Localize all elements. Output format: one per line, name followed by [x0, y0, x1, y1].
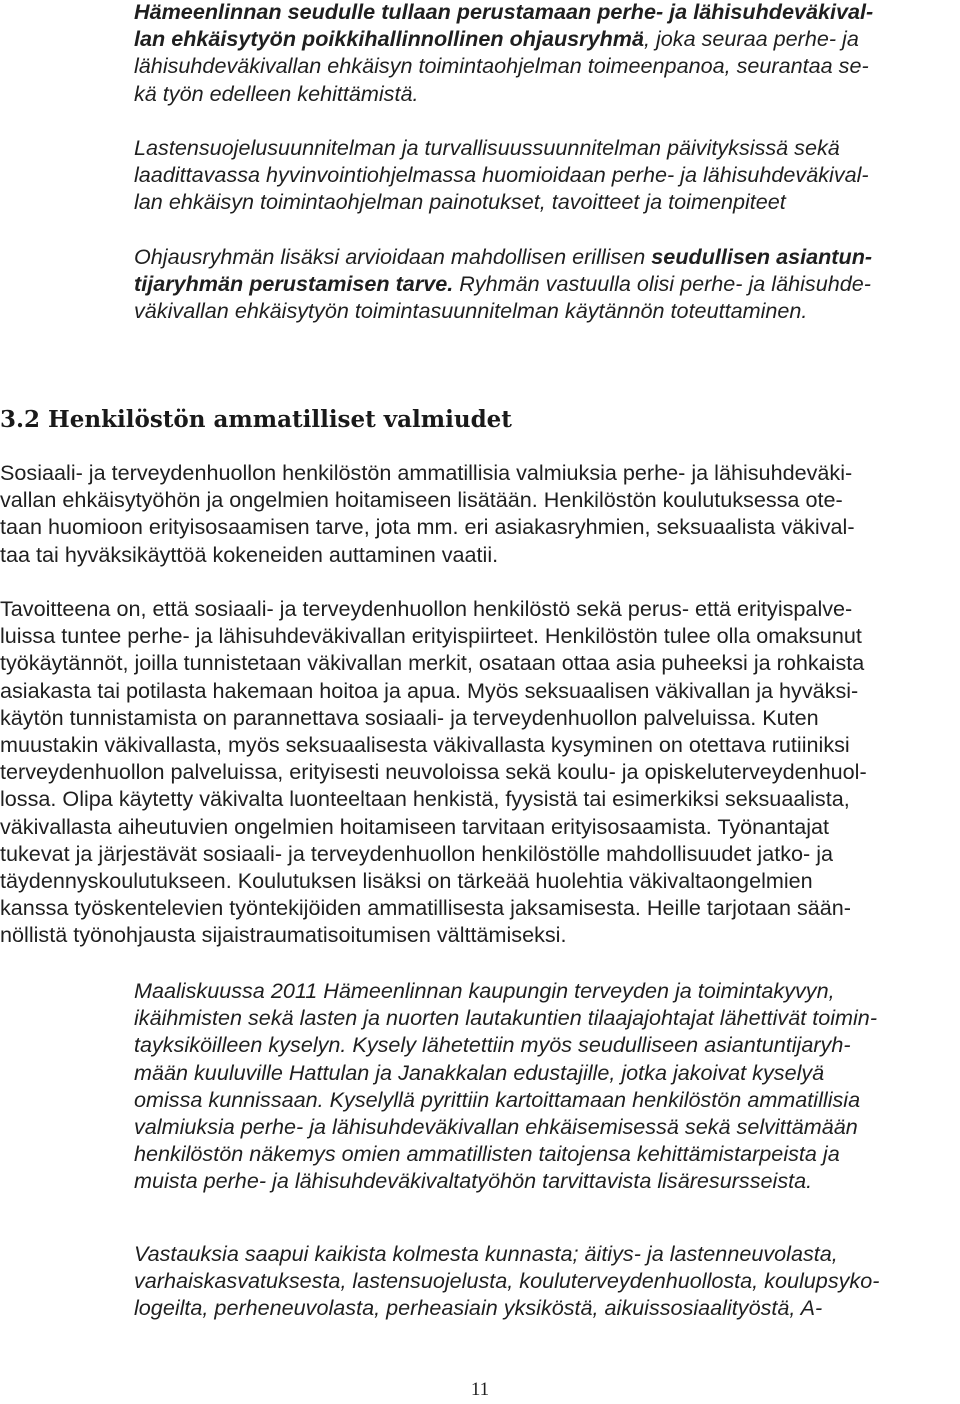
paragraph-child-welfare-plan: [134, 134, 954, 216]
text-line: kä työn edelleen kehittämistä.: [134, 80, 419, 106]
bold-text: tijaryhmän perustamisen tarve.: [134, 271, 454, 297]
text-line: luissa tuntee perhe- ja lähisuhdeväkivallan erityispiirteet. Henkilöstön tulee olla omaksunut: [0, 623, 862, 649]
text-line: [134, 270, 954, 297]
text-line: terveydenhuollon palveluissa, erityisesti neuvoloissa sekä koulu- ja opiskeluterveydenhuol-: [0, 759, 867, 785]
text-line: Tavoitteena on, että sosiaali- ja terveydenhuollon henkilöstö sekä perus- että erityispalve-: [0, 596, 853, 621]
text-line: asiakasta tai potilasta hakemaan hoitoa ja apua. Myös seksuaalisen väkivallan ja hyväksi-: [0, 677, 859, 703]
bold-text: Hämeenlinnan seudulle tullaan perustamaan perhe- ja lähisuhdeväkival-: [134, 0, 874, 24]
text-line: lan ehkäisyn toimintaohjelman painotukset, tavoitteet ja toimenpiteet: [134, 189, 786, 215]
text-line: muista perhe- ja lähisuhdeväkivaltatyöhön tarvittavista lisäresursseista.: [134, 1168, 813, 1194]
text-line: logeilta, perheneuvolasta, perheasiain yksiköstä, aikuissosiaalityöstä, A-: [134, 1295, 823, 1321]
text-line: käytön tunnistamista on parannettava sosiaali- ja terveydenhuollon palveluissa. Kuten: [0, 704, 819, 730]
text-line: työkäytännöt, joilla tunnistetaan väkivallan merkit, osataan ottaa asia puheeksi ja rohkaista: [0, 650, 865, 676]
page-number: 11: [470, 1379, 490, 1400]
text-line: valmiuksia perhe- ja lähisuhdeväkivallan ehkäisemisessä sekä selvittämään: [134, 1114, 858, 1140]
text-line: lähisuhdeväkivallan ehkäisyn toimintaohjelman toimeenpanoa, seurantaa se-: [134, 53, 869, 79]
text-line: täydennyskoulutukseen. Koulutuksen lisäksi on tärkeää huolehtia väkivaltaongelmien: [0, 868, 813, 894]
text-line: mään kuuluville Hattulan ja Janakkalan edustajille, jotka jakoivat kyselyä: [134, 1059, 825, 1085]
text-run: Ryhmän vastuulla olisi perhe- ja lähisuhde-: [453, 271, 871, 297]
text-line: nöllistä työnohjausta sijaistraumatisoitumisen välttämiseksi.: [0, 922, 567, 948]
text-line: [134, 243, 954, 270]
text-line: ikäihmisten sekä lasten ja nuorten lautakuntien tilaajajohtajat lähettivät toimin-: [134, 1005, 878, 1031]
text-line: kanssa työskentelevien työntekijöiden ammatillisesta jaksamisesta. Heille tarjotaan sään-: [0, 895, 851, 921]
text-line: tayksiköilleen kyselyn. Kysely lähetettiin myös seudulliseen asiantuntijaryh-: [134, 1032, 851, 1058]
text-run: Ohjausryhmän lisäksi arvioidaan mahdollisen erillisen: [134, 244, 652, 269]
text-line: [134, 0, 954, 25]
text-line: Vastauksia saapui kaikista kolmesta kunnasta; äitiys- ja lastenneuvolasta,: [134, 1241, 838, 1266]
text-line: lossa. Olipa käytetty väkivalta luonteeltaan henkistä, fyysistä tai esimerkiksi seksuaalista,: [0, 786, 850, 812]
paragraph-goal: [0, 595, 956, 949]
text-line: omissa kunnissaan. Kyselyllä pyrittiin kartoittamaan henkilöstön ammatillisia: [134, 1086, 861, 1112]
text-line: muustakin väkivallasta, myös seksuaalisesta väkivallasta kysyminen on otettava rutiiniksi: [0, 732, 850, 758]
bold-text: seudullisen asiantun-: [651, 244, 873, 269]
text-line: Maaliskuussa 2011 Hämeenlinnan kaupungin terveyden ja toimintakyvyn,: [134, 978, 835, 1003]
text-run: , joka seuraa perhe- ja: [643, 26, 859, 52]
text-line: varhaiskasvatuksesta, lastensuojelusta, kouluterveydenhuollosta, koulupsyko-: [134, 1268, 880, 1294]
text-line: väkivallasta aiheutuvien ongelmien hoitamiseen tarvitaan erityisosaamista. Työnantajat: [0, 813, 830, 839]
text-line: laadittavassa hyvinvointiohjelmassa huomioidaan perhe- ja lähisuhdeväkival-: [134, 162, 869, 188]
bold-text: lan ehkäisytyön poikkihallinnollinen ohjausryhmä: [134, 26, 644, 52]
paragraph-survey: [134, 977, 954, 1195]
text-line: Sosiaali- ja terveydenhuollon henkilöstön ammatillisia valmiuksia perhe- ja lähisuhdeväki-: [0, 460, 853, 485]
paragraph-expert-group: [134, 243, 954, 325]
section-heading: 3.2 Henkilöstön ammatilliset valmiudet: [0, 406, 512, 433]
paragraph-responses: [134, 1240, 954, 1322]
text-line: taa tai hyväksikäyttöä kokeneiden auttaminen vaatii.: [0, 541, 499, 567]
text-line: Lastensuojelusuunnitelman ja turvallisuussuunnitelman päivityksissä sekä: [134, 135, 840, 160]
text-line: tukevat ja järjestävät sosiaali- ja terveydenhuollon henkilöstölle mahdollisuudet jatko- ja: [0, 840, 834, 866]
paragraph-staff-skills: [0, 459, 956, 568]
text-line: vallan ehkäisytyöhön ja ongelmien hoitamiseen lisätään. Henkilöstön koulutuksessa ote-: [0, 487, 843, 513]
text-line: väkivallan ehkäisytyön toimintasuunnitelman käytännön toteuttaminen.: [134, 298, 808, 324]
text-line: henkilöstön näkemys omien ammatillisten taitojensa kehittämistarpeista ja: [134, 1141, 840, 1167]
paragraph-steering-group: [134, 0, 954, 107]
text-line: taan huomioon erityisosaamisen tarve, jota mm. eri asiakasryhmien, seksuaalista väkival-: [0, 514, 855, 540]
text-line: [134, 25, 954, 52]
